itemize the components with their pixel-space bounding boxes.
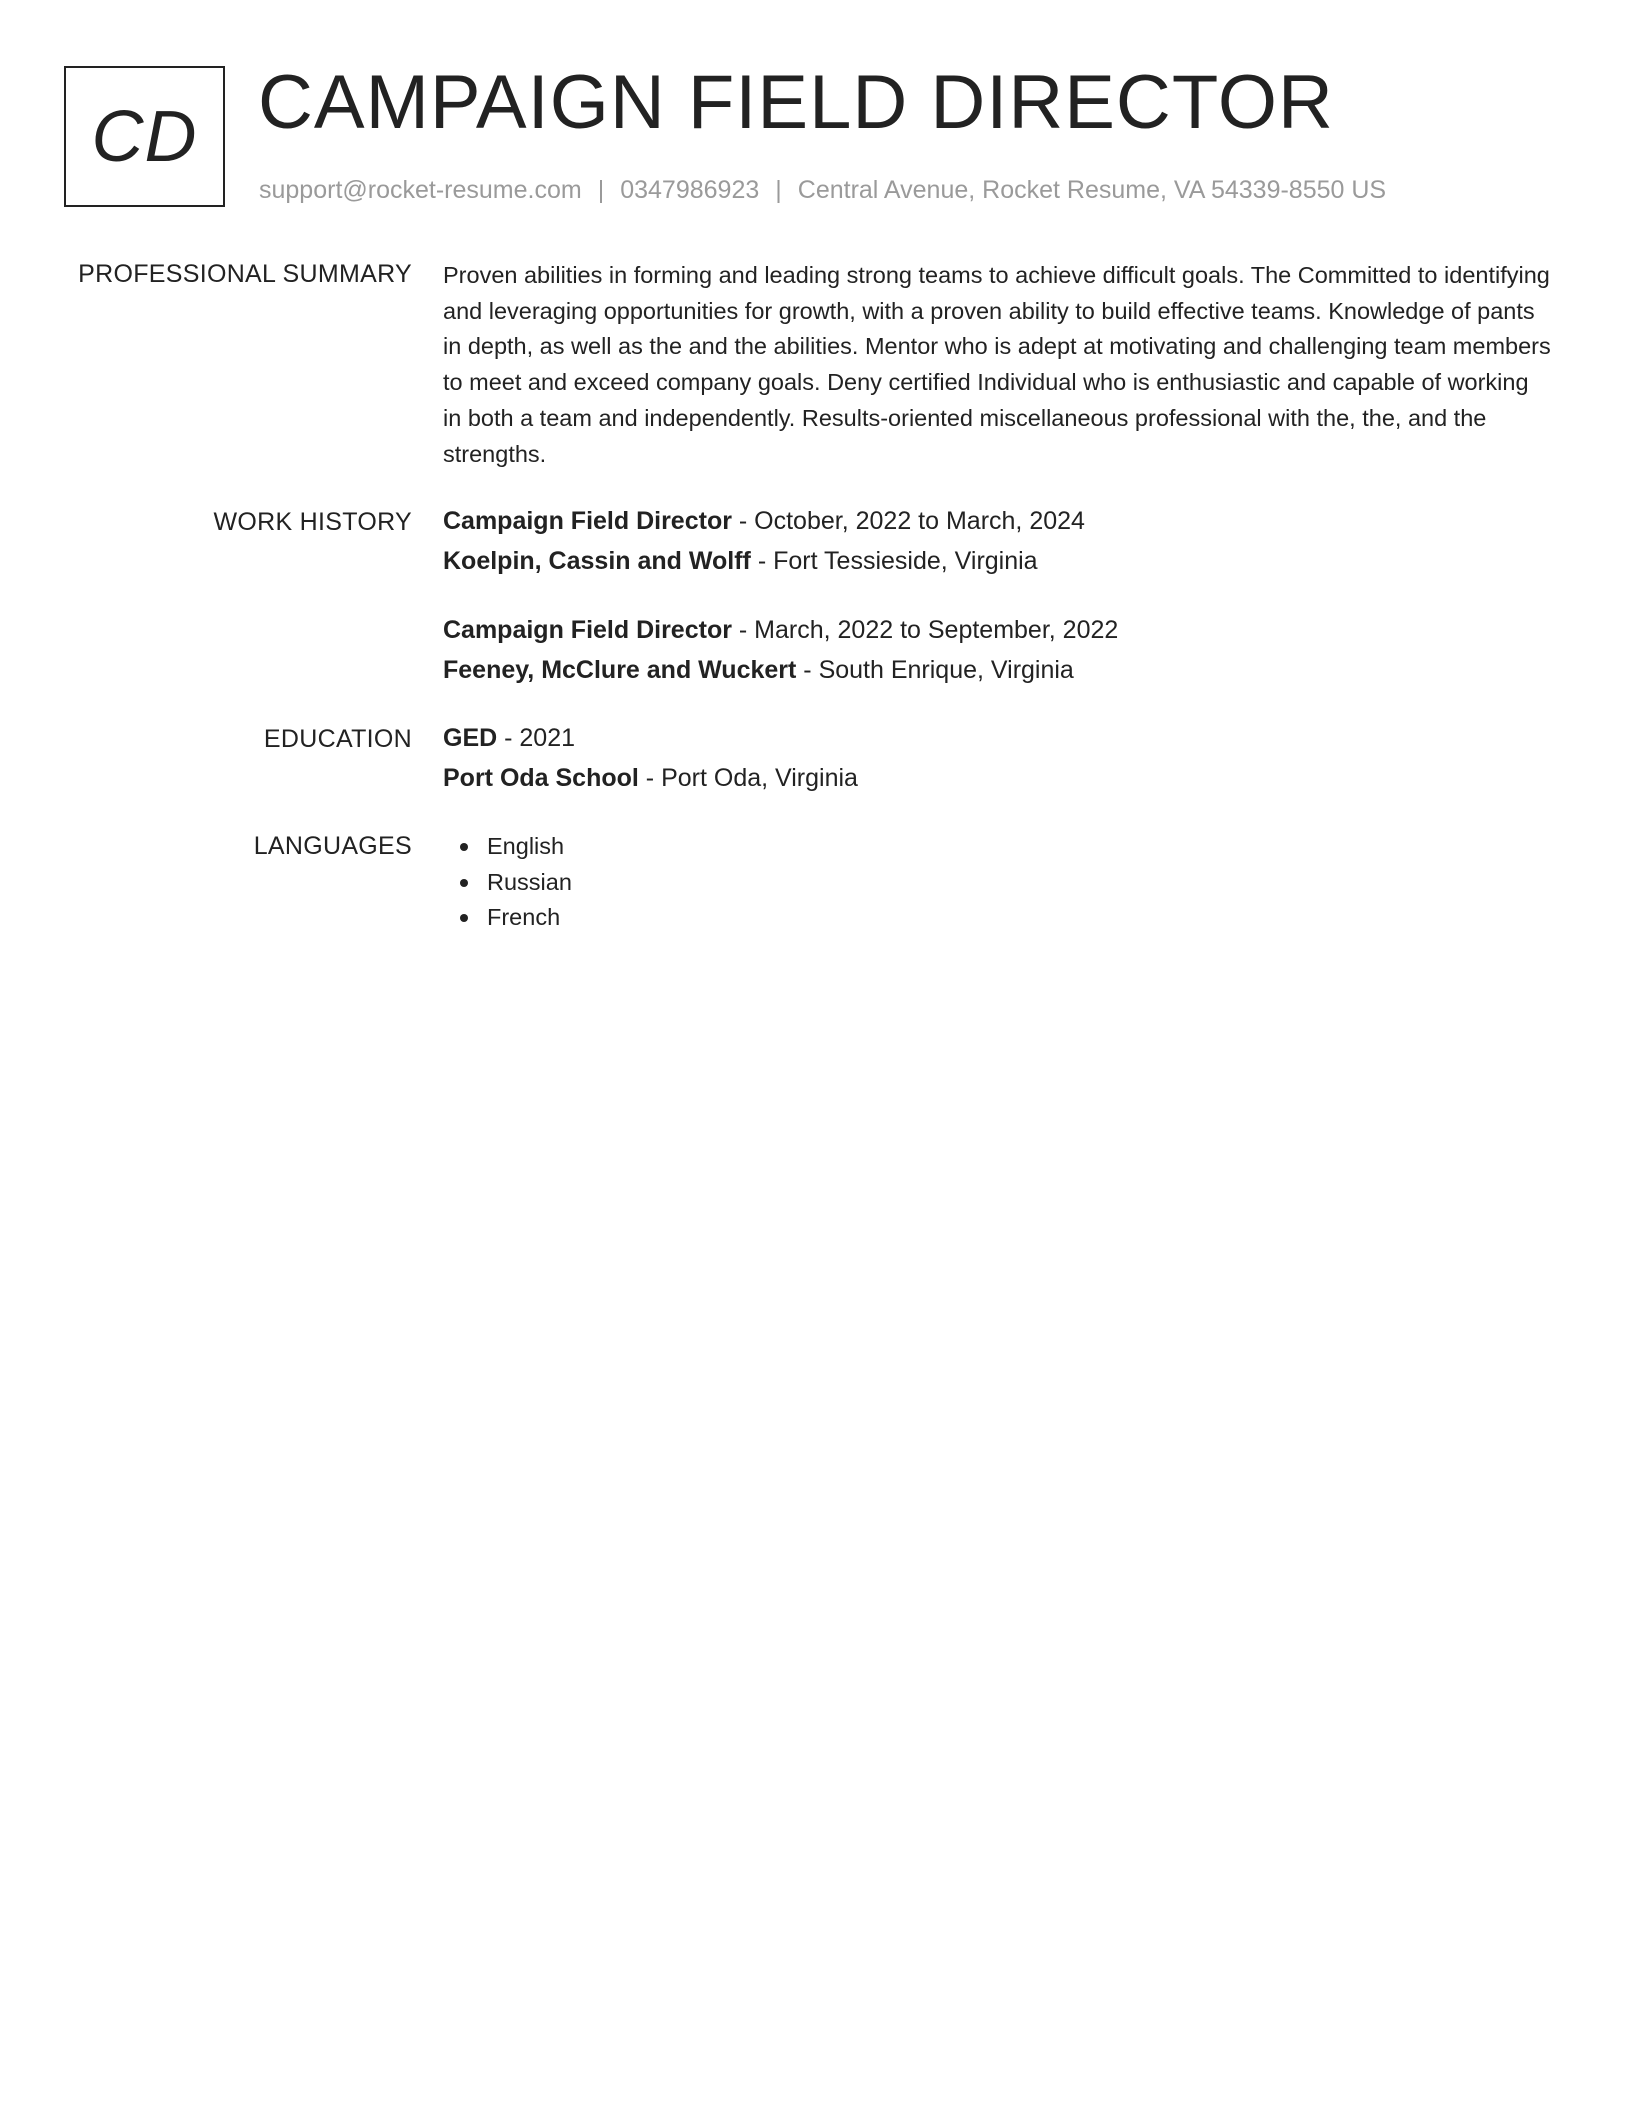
bullet-icon [460, 843, 468, 851]
job-title: Campaign Field Director [443, 507, 732, 535]
contact-phone: 0347986923 [620, 176, 760, 204]
school-location: - Port Oda, Virginia [638, 764, 858, 792]
school-name: Port Oda School [443, 764, 639, 792]
job-title-line [443, 501, 1553, 541]
monogram-initials: CD [91, 96, 198, 177]
language-name: Russian [487, 868, 572, 895]
section-heading: EDUCATION [263, 725, 412, 753]
contact-address: Central Avenue, Rocket Resume, VA 54339-8550 US [797, 176, 1387, 204]
job-dates: - October, 2022 to March, 2024 [731, 507, 1085, 535]
job-location: - South Enrique, Virginia [796, 656, 1074, 684]
job-company-line [443, 541, 1553, 581]
contact-line [259, 173, 1386, 207]
section-heading: LANGUAGES [253, 832, 412, 860]
degree-year: - 2021 [497, 724, 576, 752]
languages-list [443, 829, 572, 936]
job-company: Feeney, McClure and Wuckert [443, 656, 797, 684]
degree-name: GED [443, 724, 498, 752]
list-item [443, 829, 572, 865]
summary-text: Proven abilities in forming and leading strong teams to achieve difficult goals. The Committed to identifying and leveraging opportunities for growth, with a proven ability to build effective teams. Knowledge of pants in depth, as well as the and the abilities. Mentor who is adept at motivating and challenging team members to meet and exceed company goals. Deny certified Individual who is enthusiastic and capable of working in both a team and independently. Results-oriented miscellaneous professional with the, the, and the strengths. [443, 262, 1551, 467]
contact-email: support@rocket-resume.com [259, 176, 582, 204]
job-entry [443, 610, 1553, 690]
section-heading: WORK HISTORY [213, 508, 412, 536]
education-entry [443, 718, 1553, 798]
section-heading: PROFESSIONAL SUMMARY [78, 260, 412, 288]
contact-separator: | [597, 176, 605, 204]
job-company: Koelpin, Cassin and Wolff [443, 547, 751, 575]
language-name: French [487, 904, 561, 931]
monogram-badge [64, 66, 225, 207]
job-dates: - March, 2022 to September, 2022 [731, 616, 1119, 644]
list-item [443, 865, 572, 901]
contact-separator: | [775, 176, 782, 204]
resume-title: CAMPAIGN FIELD DIRECTOR [258, 60, 1334, 145]
job-title: Campaign Field Director [443, 616, 732, 644]
job-company-line [443, 650, 1553, 690]
school-line [443, 758, 1553, 798]
job-entry [443, 501, 1553, 581]
bullet-icon [460, 914, 468, 922]
degree-line [443, 718, 1553, 758]
job-location: - Fort Tessieside, Virginia [750, 547, 1038, 575]
list-item [443, 900, 572, 936]
language-name: English [487, 833, 565, 859]
job-title-line [443, 610, 1553, 650]
bullet-icon [460, 879, 468, 887]
